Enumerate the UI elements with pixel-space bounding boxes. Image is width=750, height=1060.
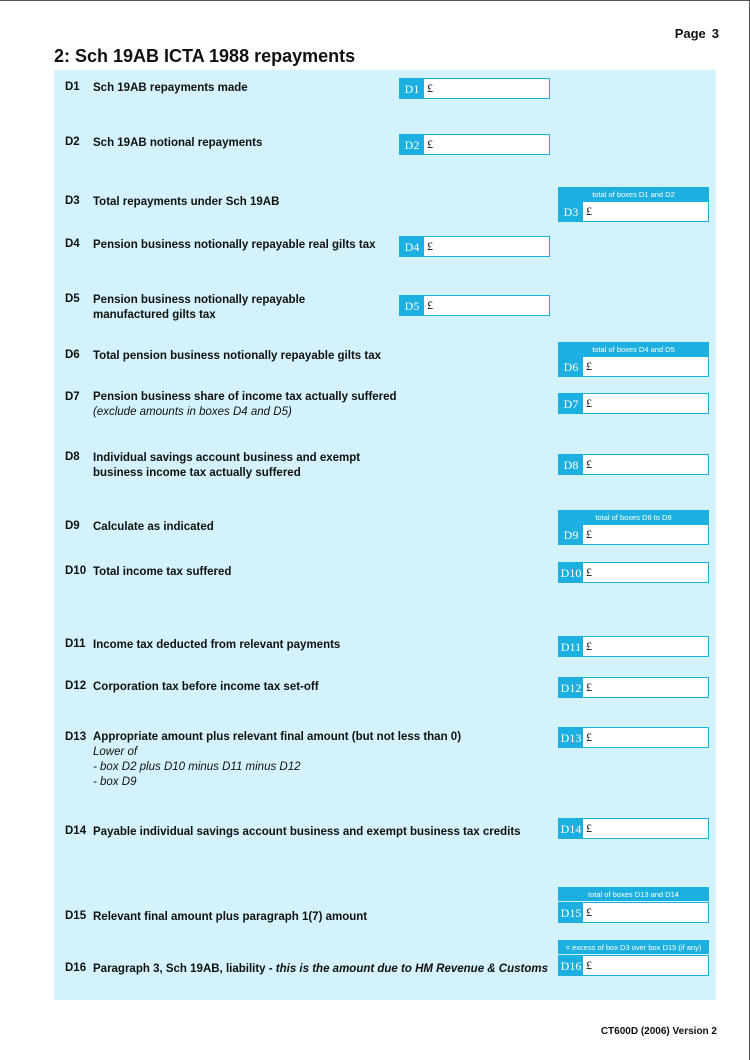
amount-field[interactable] [592,525,708,544]
box-label: D15 [559,903,583,922]
input-box-d9[interactable] [558,524,709,545]
row-label: Corporation tax before income tax set-off [93,681,319,693]
row-label: Total pension business notionally repayable gilts tax [93,350,381,362]
input-box-d1[interactable] [399,78,550,99]
box-label: D12 [559,678,583,697]
row-code: D6 [65,349,80,361]
box-label: D5 [400,296,424,315]
box-label: D1 [400,79,424,98]
amount-field[interactable] [592,956,708,975]
input-box-d13[interactable] [558,727,709,748]
row-code: D9 [65,520,80,532]
pound-sign: £ [586,680,592,694]
pound-sign: £ [427,137,433,151]
row-label-line1: Individual savings account business and exempt [93,452,361,464]
row-label: Payable individual savings account business and exempt business tax credits [93,826,521,838]
amount-field[interactable] [592,394,708,413]
box-header: total of boxes D6 to D8 [558,510,709,524]
row-code: D10 [65,565,87,577]
box-label: D7 [559,394,583,413]
pound-sign: £ [586,204,592,218]
box-header: total of boxes D4 and D5 [558,342,709,356]
amount-field[interactable] [592,819,708,838]
row-code: D3 [65,195,80,207]
row-label [93,390,533,420]
box-header: total of boxes D13 and D14 [558,887,709,901]
box-label: D4 [400,237,424,256]
pound-sign: £ [586,905,592,919]
input-box-d4[interactable] [399,236,550,257]
row-code: D11 [65,638,86,650]
amount-field[interactable] [433,79,549,98]
amount-field[interactable] [592,728,708,747]
row-note-option1: - box D2 plus D10 minus D11 minus D12 [93,761,301,773]
pound-sign: £ [586,457,592,471]
box-label: D3 [559,202,583,221]
amount-field[interactable] [433,296,549,315]
row-label [93,730,533,790]
input-box-d5[interactable] [399,295,550,316]
row-code: D8 [65,451,80,463]
amount-field[interactable] [592,637,708,656]
row-label: Total income tax suffered [93,566,232,578]
input-box-d8[interactable] [558,454,709,475]
row-code: D7 [65,391,80,403]
page-label: Page [674,26,706,41]
amount-field[interactable] [592,903,708,922]
row-note-option2: - box D9 [93,776,137,788]
row-label: Relevant final amount plus paragraph 1(7) amount [93,911,368,923]
row-code: D4 [65,238,80,250]
row-label-line1: Paragraph 3, Sch 19AB, liability - [93,963,276,975]
box-label: D16 [559,956,583,975]
pound-sign: £ [427,81,433,95]
row-code: D12 [65,680,87,692]
row-label [93,451,533,481]
input-box-d2[interactable] [399,134,550,155]
row-note: (exclude amounts in boxes D4 and D5) [93,406,292,418]
section-title: 2: Sch 19AB ICTA 1988 repayments [54,46,356,66]
row-label-line1: Pension business notionally repayable [93,294,306,306]
box-label: D6 [559,357,583,376]
page-top-border [0,0,750,1]
row-label-line1: Pension business share of income tax actually suffered [93,391,397,403]
box-header: total of boxes D1 and D2 [558,187,709,201]
amount-field[interactable] [592,563,708,582]
pound-sign: £ [586,565,592,579]
input-box-d6[interactable] [558,356,709,377]
pound-sign: £ [586,730,592,744]
row-label-line2: manufactured gilts tax [93,309,216,321]
form-panel [54,70,716,1000]
input-box-d3[interactable] [558,201,709,222]
pound-sign: £ [586,821,592,835]
row-label [93,962,553,977]
row-label-line1: Appropriate amount plus relevant final amount (but not less than 0) [93,731,462,743]
row-label: Income tax deducted from relevant payments [93,639,341,651]
amount-field[interactable] [592,455,708,474]
input-box-d12[interactable] [558,677,709,698]
row-label: Pension business notionally repayable real gilts tax [93,239,376,251]
row-code: D14 [65,825,87,837]
box-label: D9 [559,525,583,544]
row-code: D13 [65,731,87,743]
input-box-d14[interactable] [558,818,709,839]
pound-sign: £ [586,396,592,410]
box-label: D8 [559,455,583,474]
pound-sign: £ [427,298,433,312]
input-box-d7[interactable] [558,393,709,414]
amount-field[interactable] [433,135,549,154]
page-number [675,26,719,41]
amount-field[interactable] [592,202,708,221]
pound-sign: £ [586,958,592,972]
pound-sign: £ [427,239,433,253]
row-code: D2 [65,136,80,148]
box-label: D10 [559,563,583,582]
row-label-emphasis: this is the amount due to HM Revenue & Customs [275,963,548,975]
row-code: D1 [65,81,80,93]
input-box-d10[interactable] [558,562,709,583]
row-code: D15 [65,910,87,922]
amount-field[interactable] [592,357,708,376]
row-note: Lower of [93,746,138,758]
amount-field[interactable] [592,678,708,697]
pound-sign: £ [586,359,592,373]
input-box-d16[interactable] [558,955,709,976]
input-box-d11[interactable] [558,636,709,657]
pound-sign: £ [586,639,592,653]
row-label: Calculate as indicated [93,521,214,533]
row-code: D16 [65,962,87,974]
row-label: Sch 19AB notional repayments [93,137,263,149]
input-box-d15[interactable] [558,902,709,923]
row-label: Total repayments under Sch 19AB [93,196,280,208]
page-number-value: 3 [711,26,719,41]
box-label: D14 [559,819,583,838]
row-label: Sch 19AB repayments made [93,82,248,94]
box-label: D13 [559,728,583,747]
box-header: = excess of box D3 over box D15 (if any) [558,940,709,954]
amount-field[interactable] [433,237,549,256]
row-label-line2: business income tax actually suffered [93,467,301,479]
box-label: D2 [400,135,424,154]
box-label: D11 [559,637,583,656]
row-code: D5 [65,293,80,305]
pound-sign: £ [586,527,592,541]
form-version-footer: CT600D (2006) Version 2 [600,1026,717,1037]
